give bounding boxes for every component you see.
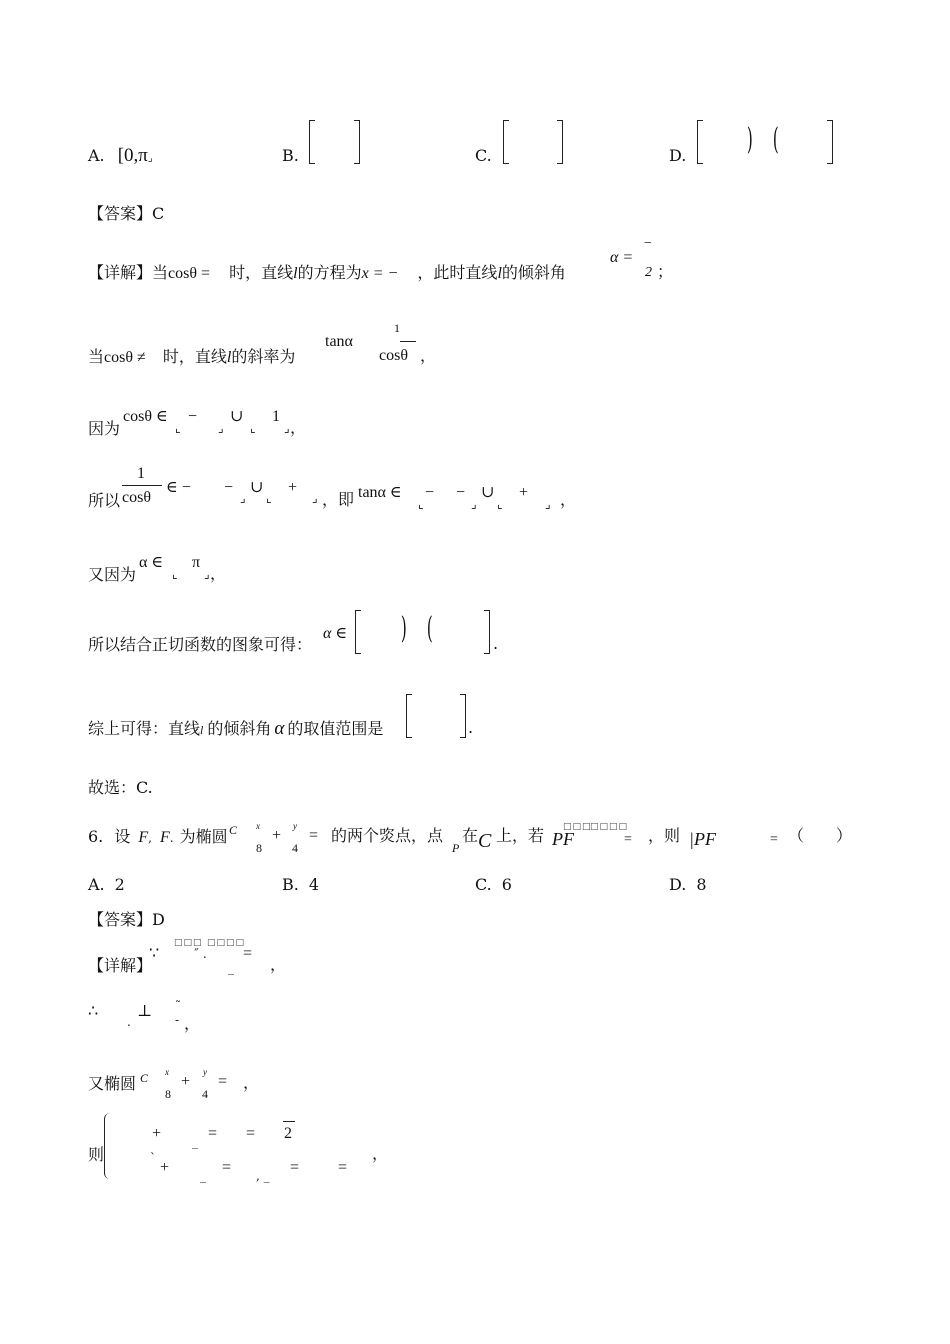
option-a-value: [0,π: [117, 145, 148, 166]
math-symbol: +: [152, 1125, 162, 1142]
math-number: 2: [284, 1125, 292, 1142]
vector-arrow: □□□: [174, 938, 203, 948]
math-expr: cosθ ≠: [104, 349, 146, 366]
question-number: 6.: [88, 827, 104, 846]
sqrt-bar: [283, 1121, 295, 1122]
math-expr: tanα ∈: [358, 484, 402, 501]
math-symbol: =: [218, 1073, 228, 1090]
option-value: 8: [696, 875, 707, 894]
text: 时，直线: [229, 263, 294, 282]
text: ，: [290, 418, 307, 437]
q6-detail-line-1: [88, 955, 152, 977]
text: ，: [210, 564, 227, 583]
math-symbol: π: [192, 554, 201, 571]
corner-mark: ⌟: [204, 567, 210, 581]
q6-detail-line-4: [88, 1144, 104, 1166]
frac-denominator: cosθ: [122, 489, 151, 506]
option-value: 2: [114, 875, 125, 894]
math-symbol: =: [243, 945, 253, 962]
option-label: A.: [88, 146, 105, 165]
bracket-left: [697, 120, 703, 164]
math-symbol: =: [246, 1125, 256, 1142]
bracket-left: [406, 694, 412, 738]
q5-detail-line-4: [88, 490, 120, 512]
text: .: [468, 718, 474, 737]
q5-detail-line-1: [88, 262, 566, 285]
text: 设: [114, 827, 131, 846]
vector-arrow: □□□: [563, 822, 592, 832]
math-number: 8: [256, 841, 262, 855]
bracket-right: [557, 120, 563, 164]
text: 当: [88, 347, 105, 366]
q5-detail-line-3: [88, 418, 120, 440]
text: 因为: [88, 419, 121, 438]
frac-numerator: 1: [394, 321, 400, 335]
text: 在: [462, 826, 479, 845]
corner-mark: ⌞: [418, 497, 424, 511]
math-expr: x = −: [361, 265, 399, 282]
corner-mark: , _: [256, 1169, 270, 1183]
q5-detail-line-8: 故选：C.: [88, 778, 153, 797]
text: 综上可得：直线: [88, 719, 201, 738]
corner-mark: _: [228, 961, 234, 975]
corner-mark: _: [192, 1135, 198, 1149]
bracket-left: [355, 610, 361, 654]
corner-mark: ⌟: [471, 497, 477, 511]
math-fragment: ˝ .: [193, 947, 207, 961]
math-expr: cosθ ∈: [123, 408, 168, 425]
q5-option-d: [669, 145, 686, 167]
text: ，: [184, 1014, 201, 1033]
math-expr: α ∈: [323, 625, 348, 642]
answer-value: D: [152, 910, 165, 929]
corner-mark: .: [127, 1015, 131, 1029]
option-label: B.: [282, 146, 299, 165]
math-expr: ∈ −: [166, 479, 191, 496]
math-symbol: =: [770, 832, 778, 847]
math-var: F: [159, 829, 170, 846]
text: ，则: [648, 826, 681, 845]
option-label: C.: [475, 875, 492, 894]
option-label: B.: [282, 875, 299, 894]
corner-mark: ⌞: [175, 421, 181, 435]
option-value: 6: [501, 875, 512, 894]
text: 的倾斜角: [207, 719, 272, 738]
text: ，: [372, 1144, 389, 1163]
math-expr: α ∈: [139, 554, 164, 571]
bracket-right: [484, 610, 490, 654]
bracket-left: [503, 120, 509, 164]
corner-mark: ⌞: [172, 567, 178, 581]
math-var: l: [293, 265, 298, 282]
frac-top: −: [644, 236, 652, 251]
math-symbol: ∪: [230, 408, 244, 425]
math-symbol: +: [288, 479, 298, 496]
corner-mark: ⌞: [266, 491, 272, 505]
q6-option-a: [88, 874, 125, 896]
paren-right: ): [400, 611, 407, 646]
text: ，: [270, 955, 287, 974]
text: ，即: [322, 490, 355, 509]
math-symbol: +: [181, 1073, 191, 1090]
corner-mark: _: [200, 1169, 206, 1183]
math-var: α: [274, 718, 285, 739]
system-brace: [104, 1113, 113, 1179]
frac-numerator: 1: [137, 465, 145, 482]
bracket-right: [827, 120, 833, 164]
q6-answer: [88, 909, 165, 931]
corner-mark: ⌞: [497, 497, 503, 511]
text: ，: [243, 1073, 260, 1092]
frac-bottom: 2: [645, 265, 652, 280]
frac-denominator: cosθ: [379, 347, 408, 364]
corner-mark: ⌟: [545, 497, 551, 511]
math-var: l: [226, 349, 232, 366]
math-number: 8: [165, 1087, 171, 1101]
vector-arrow: □□□□: [590, 822, 629, 832]
math-var: l: [200, 723, 204, 737]
math-var: y: [293, 821, 298, 831]
text: 又椭圆: [88, 1074, 137, 1093]
detail-tag: 【详解】: [88, 956, 153, 975]
bracket-right: [354, 120, 360, 164]
math-symbol: =: [208, 1125, 218, 1142]
math-expr: cosθ =: [168, 265, 211, 282]
corner-mark: ⌟: [312, 491, 318, 505]
corner-mark: ⌟: [284, 421, 290, 435]
math-number: 4: [292, 841, 298, 855]
corner-mark: ˜: [175, 999, 181, 1013]
text: ，: [560, 490, 577, 509]
text: 则: [88, 1145, 105, 1164]
math-symbol: +: [519, 484, 529, 501]
option-label: A.: [88, 875, 105, 894]
math-var: x: [256, 821, 261, 831]
math-symbol: −: [425, 484, 435, 501]
q6-option-b: [282, 874, 319, 896]
q5-option-b: [282, 145, 299, 167]
detail-tag: 【详解】: [88, 263, 153, 282]
corner-mark: ⌟: [240, 491, 246, 505]
text: ；: [657, 262, 674, 281]
text: 的斜率为: [231, 347, 296, 366]
text: 时，直线: [162, 347, 227, 366]
q5-answer: [88, 203, 164, 225]
text: ，: [420, 346, 437, 365]
q5-option-a: A. [0,π⌟: [88, 145, 153, 166]
math-expr: α =: [610, 249, 634, 266]
corner-mark: ⌞: [250, 421, 256, 435]
q6-detail-line-3: [88, 1073, 136, 1095]
answer-tag: 【答案】: [88, 910, 153, 929]
q6-option-c: [475, 874, 512, 896]
math-symbol: =: [624, 832, 632, 847]
q6-option-d: [669, 874, 707, 896]
paren-right: ): [746, 122, 753, 157]
math-var: x: [165, 1067, 170, 1077]
text: 的两个焁点，点: [331, 826, 444, 845]
answer-tag: 【答案】: [88, 204, 153, 223]
text: 所以: [88, 491, 121, 510]
option-label: C.: [475, 146, 492, 165]
text: 的取值范围是: [287, 719, 384, 738]
text: 所以结合正切函数的图象可得：: [88, 635, 313, 654]
text: 又因为: [88, 565, 137, 584]
corner-mark: ˋ: [150, 1151, 156, 1165]
math-symbol: −: [188, 408, 198, 425]
math-var: P: [452, 841, 460, 855]
paren-left: (: [426, 611, 433, 646]
q5-detail-line-5: [88, 564, 136, 586]
math-var: |PF: [689, 829, 716, 849]
math-expr: tanα: [325, 333, 353, 350]
math-symbol: =: [338, 1159, 348, 1176]
math-symbol: −: [456, 484, 466, 501]
math-var: C: [229, 823, 238, 837]
bracket-left: [309, 120, 315, 164]
text: 为椭圆: [179, 827, 228, 846]
text: 的倾斜角: [501, 263, 566, 282]
vector-arrow: □□□□: [207, 938, 246, 948]
math-var: PF: [552, 829, 574, 849]
answer-value: C: [152, 204, 165, 223]
math-symbol: =: [290, 1159, 300, 1176]
answer-parentheses: （ ）: [788, 826, 853, 845]
math-symbol: ⊥: [137, 1003, 153, 1020]
math-var: F: [138, 829, 149, 846]
corner-mark: ⌟: [218, 421, 224, 435]
text: 的方程为: [297, 263, 362, 282]
math-symbol: ∪: [250, 479, 264, 496]
math-symbol: ∪: [481, 484, 495, 501]
math-symbol: −: [224, 479, 234, 496]
math-var: C: [478, 830, 492, 852]
option-label: D.: [669, 146, 687, 165]
q6-question: 6. 设 F, F. 为椭圆: [88, 827, 228, 846]
text: ，此时直线: [417, 263, 498, 282]
math-symbol: =: [309, 827, 319, 844]
math-var: l: [497, 265, 502, 282]
option-label: D.: [669, 875, 687, 894]
q5-option-c: [475, 145, 492, 167]
frac-bar: [400, 341, 416, 342]
frac-bar: [122, 485, 162, 486]
option-value: 4: [308, 875, 320, 894]
math-number: 4: [202, 1087, 208, 1101]
math-number: 1: [272, 408, 280, 425]
corner-mark: -: [175, 1013, 180, 1027]
math-symbol: +: [160, 1159, 170, 1176]
text: 当: [152, 263, 169, 282]
math-symbol: +: [272, 827, 282, 844]
math-var: C: [140, 1071, 149, 1085]
math-symbol: =: [222, 1159, 232, 1176]
math-symbol: ∵: [149, 945, 160, 962]
q5-detail-line-6: [88, 634, 312, 656]
bracket-right: [460, 694, 466, 738]
math-symbol: ∴: [88, 1003, 99, 1020]
q5-detail-line-7: [88, 718, 383, 741]
math-var: y: [203, 1067, 208, 1077]
text: 上，若: [496, 826, 545, 845]
text: .: [493, 634, 499, 653]
paren-left: (: [772, 122, 779, 157]
q5-detail-line-2: [88, 346, 295, 369]
